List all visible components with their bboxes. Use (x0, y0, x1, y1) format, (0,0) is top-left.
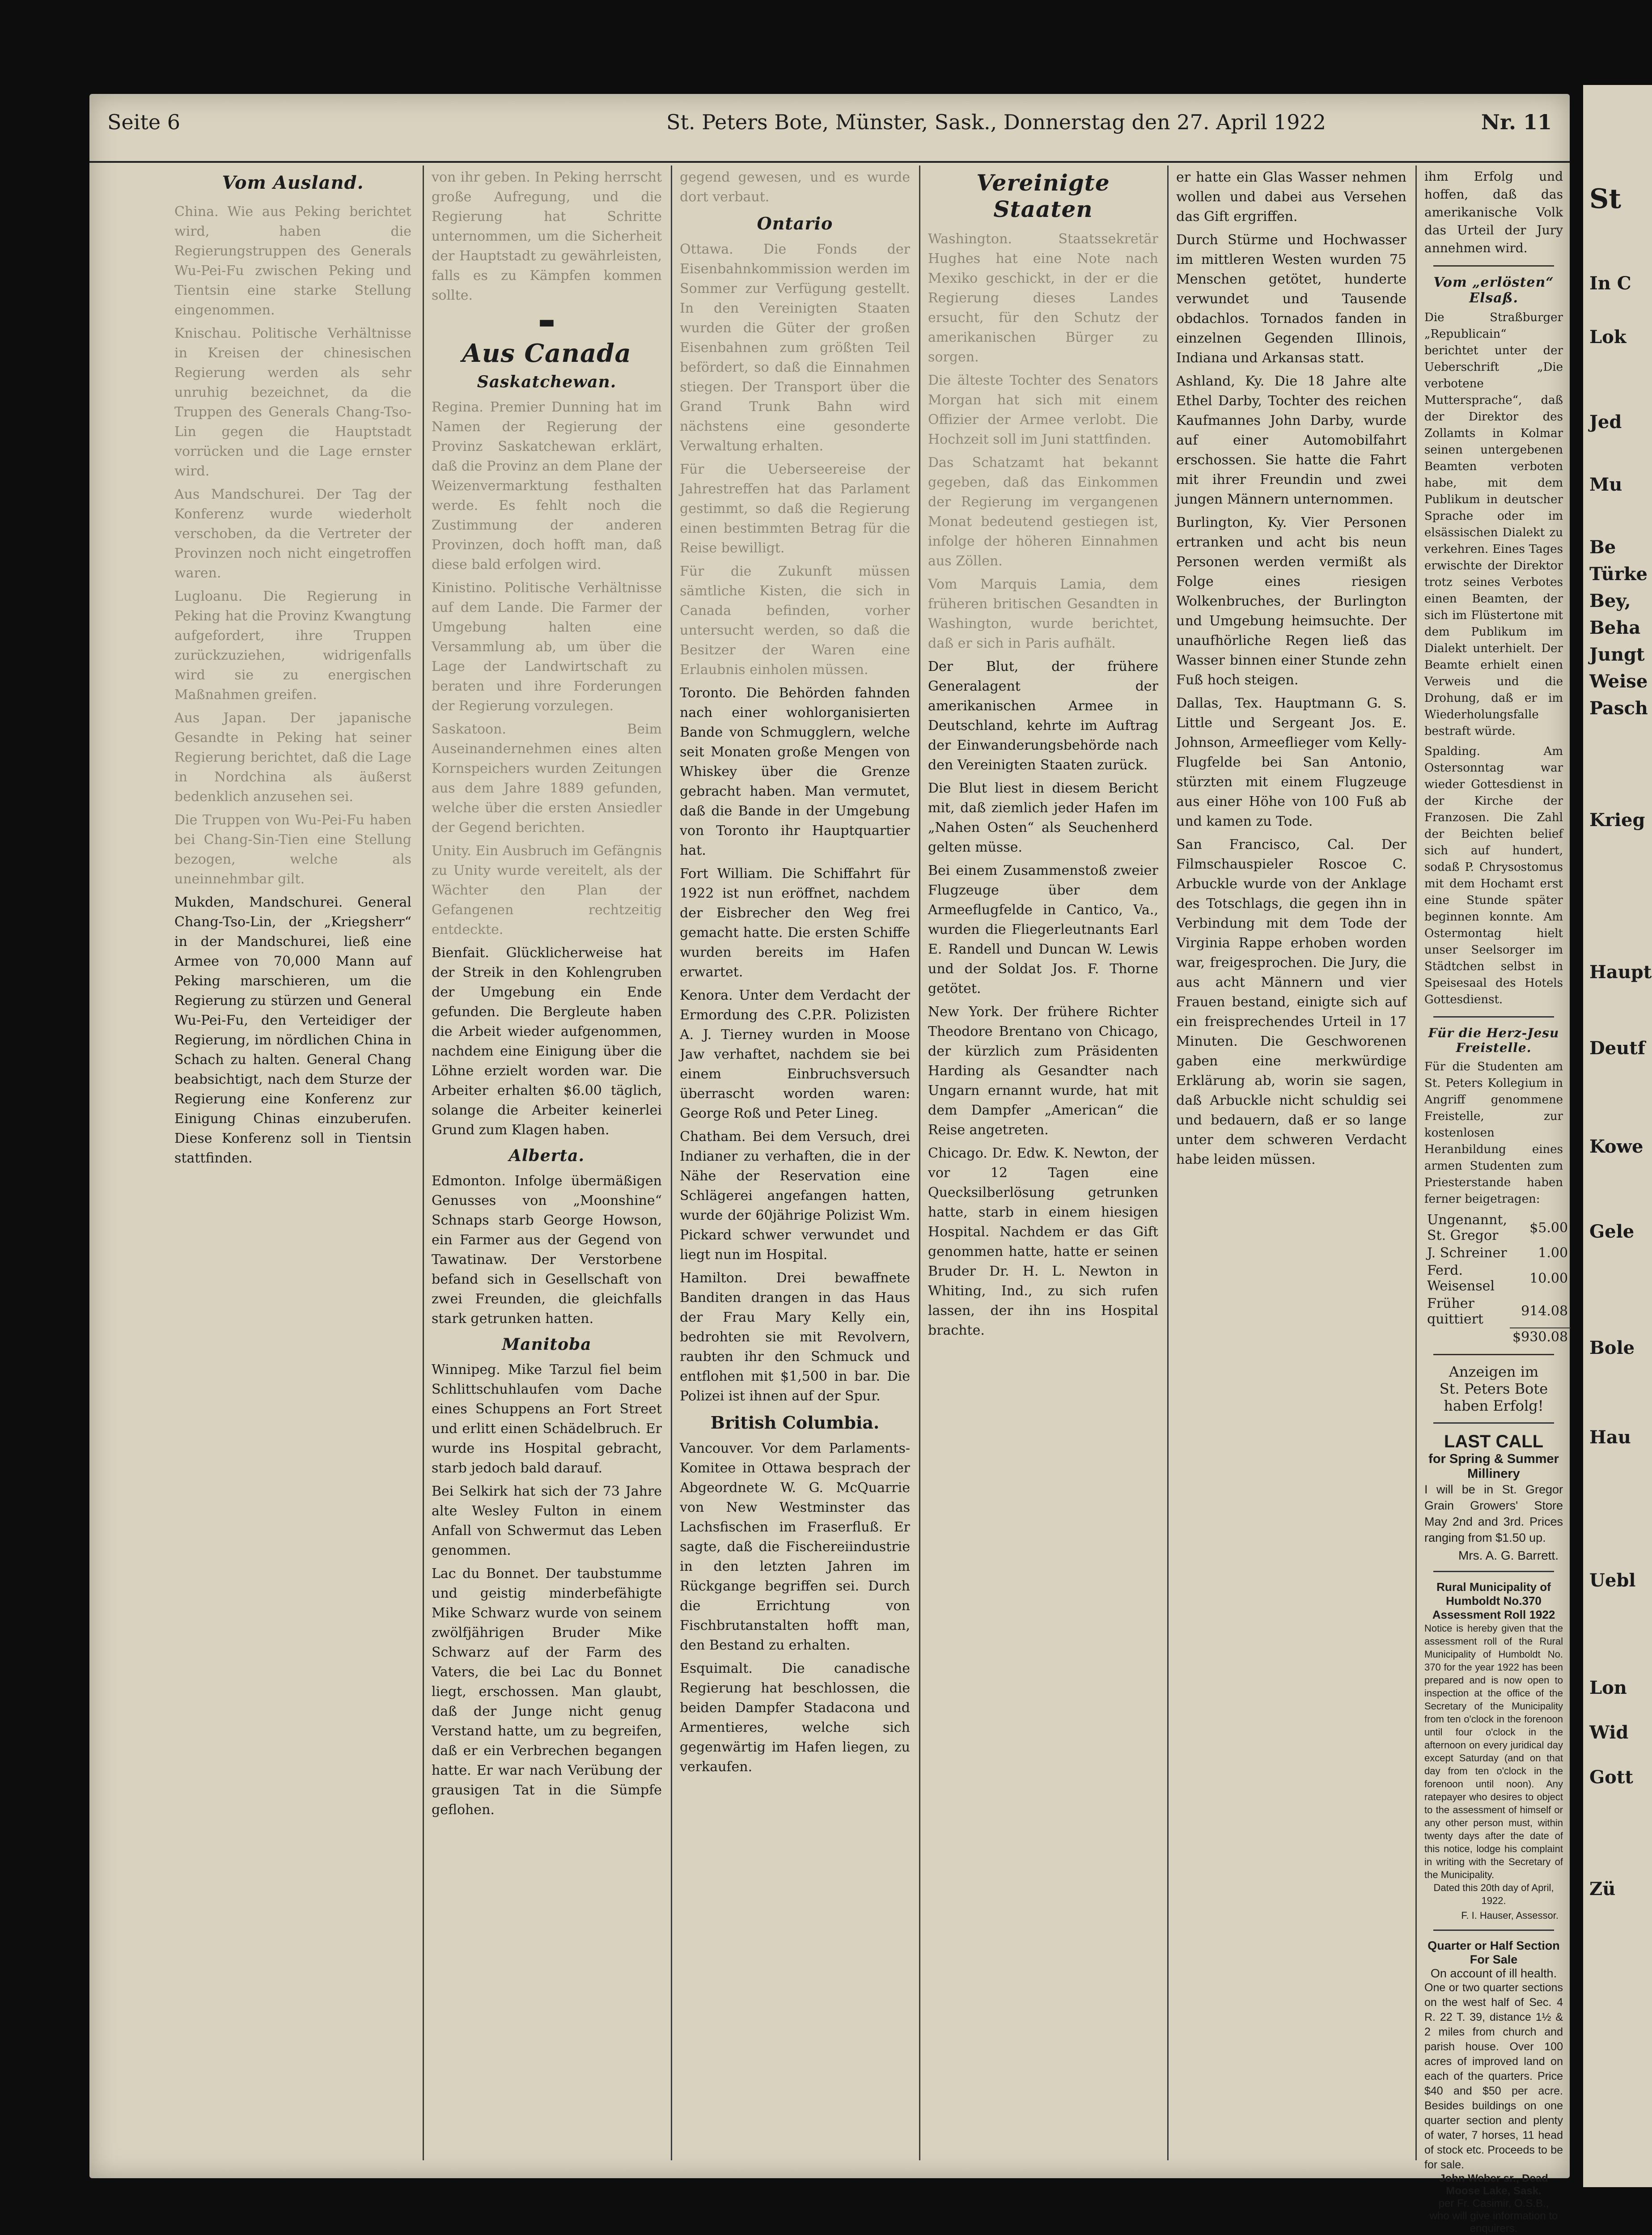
divider (1433, 265, 1554, 267)
fragment-text: Haupt (1589, 962, 1652, 983)
fragment-text: Gele (1589, 1221, 1635, 1242)
fragment-text: Beha (1589, 617, 1641, 638)
ad-date: Dated this 20th day of April, 1922. (1433, 1882, 1554, 1906)
fragment-text: Türke (1589, 564, 1648, 585)
issue-number: Nr. 11 (1481, 110, 1552, 134)
article-paragraph: Washington. Staatssekretär Hughes hat eine Note nach Mexiko geschickt, in der er die Regierung dieses Landes ersucht, für den Schutz der amerikanischen Bürger zu sorgen. (928, 231, 1158, 365)
masthead: St. Peters Bote, Münster, Sask., Donnerstag den 27. April 1922 (666, 110, 1326, 134)
subsection-heading: British Columbia. (710, 1412, 880, 1433)
article-paragraph: Burlington, Ky. Vier Personen ertranken und acht bis neun Personen werden vermißt als Folge eines riesigen Wolkenbruches, der Burlington und Umgebung heimsuchte. Der unaufhörliche Regen ließ das Wasser binnen einer Stunde zehn Fuß hoch steigen. (1176, 515, 1406, 688)
donor-amount: 1.00 (1538, 1245, 1568, 1261)
article-paragraph: Der Blut, der frühere Generalagent der amerikanischen Armee in Deutschland, kehrte im Auftrag der Einwanderungsbehörde nach den Vereinigten Staaten zurück. (928, 659, 1158, 773)
article-paragraph: Die Truppen von Wu-Pei-Fu haben bei Chang-Sin-Tien eine Stellung bezogen, welche als uneinnehmbar gilt. (174, 812, 411, 887)
article-paragraph: Bei Selkirk hat sich der 73 Jahre alte Wesley Fulton in einem Anfall von Schwermut das Leben genommen. (432, 1484, 662, 1558)
fragment-text: Lok (1589, 327, 1627, 348)
column-rule (919, 165, 920, 2160)
fragment-text: Bole (1589, 1337, 1635, 1358)
article-paragraph: Ashland, Ky. Die 18 Jahre alte Ethel Darby, Tochter des reichen Kaufmannes John Darby, wurde auf einer Automobilfahrt erschossen. Sie hatte die Fahrt mit ihrer Freundin und zwei jungen Männern unternommen. (1176, 373, 1406, 507)
fragment-text: Be (1589, 537, 1616, 558)
article-paragraph: Spalding. Am Ostersonntag war wieder Gottesdienst in der Kirche der Franzosen. Die Zahl der Beichten belief sich auf hundert, sodaß P. Chrysostomus mit dem Hochamt erst eine Stunde später beginnen konnte. Am Ostermontag hielt unser Seelsorger im Städtchen selbst in Speisesaal des Hotels Gottesdienst. (1424, 745, 1563, 1006)
article-paragraph: Aus Mandschurei. Der Tag der Konferenz wurde wiederholt verschoben, da die Vertreter der Provinzen noch nicht eingetroffen waren. (174, 487, 411, 581)
subsection-heading: Ontario (757, 213, 833, 233)
column-rule (423, 165, 424, 2160)
article-paragraph: von ihr geben. In Peking herrscht große Aufregung, und die Regierung hat Schritte unternommen, um die Sicherheit der Hauptstadt zu gewährleisten, falls es zu Kämpfen kommen sollte. (432, 170, 662, 303)
ad-anzeigen (1424, 1363, 1563, 1414)
ad-assessment-roll (1424, 1580, 1563, 1921)
fragment-text: Mu (1589, 474, 1622, 495)
section-heading: Vom Ausland. (222, 172, 364, 193)
fragment-text: Deutf (1589, 1038, 1645, 1059)
divider (1433, 1354, 1554, 1355)
article-paragraph: Vancouver. Vor dem Parlaments-Komitee in Ottawa besprach der Abgeordnete W. G. McQuarrie von New Westminster das Lachsfischen im Fraserfluß. Er sagte, daß die Fischereiindustrie in den letzten Jahren im Rückgange begriffen sei. Durch die Errichtung von Fischbrutanstalten hofft man, den Bestand zu erhalten. (680, 1441, 910, 1653)
article-paragraph: Regina. Premier Dunning hat im Namen der Regierung der Provinz Saskatchewan erklärt, daß die Provinz an dem Plane der Weizenvermarktung festhalten werde. Es fehlt noch die Zustimmung der anderen Provinzen, doch hofft man, daß diese bald erfolgen wird. (432, 399, 662, 573)
article-paragraph: Die Straßburger „Republicain“ berichtet unter der Ueberschrift „Die verbotene Muttersprache“, daß der Direktor des Zollamts in Kolmar seinen untergebenen Beamten verboten habe, mit dem Publikum in deutscher Sprache oder im elsässischen Dialekt zu verkehren. Eines Tages erwischte der Direktor trotz seines Verbotes einen Beamten, der sich im Flüstertone mit dem Publikum im Dialekt unterhielt. Der Beamte erhielt einen Verweis und die Drohung, daß er im Wiederholungsfalle bestraft würde. (1424, 311, 1563, 738)
ad-signature: Mrs. A. G. Barrett. (1458, 1548, 1559, 1562)
fragment-text: Gott (1589, 1767, 1633, 1788)
article-paragraph: Hamilton. Drei bewaffnete Banditen drangen in das Haus der Frau Mary Kelly ein, bedrohten sie mit Revolvern, raubten ihr den Schmuck und entflohen mit $1,500 in bar. Die Polizei ist ihnen auf der Spur. (680, 1270, 910, 1404)
article-paragraph: Durch Stürme und Hochwasser im mittleren Westen wurden 75 Menschen getötet, hunderte verwundet und Tausende obdachlos. Tornados fanden in einzelnen Gegenden Illinois, Indiana und Arkansas statt. (1176, 232, 1406, 366)
fragment-text: Kowe (1589, 1136, 1644, 1157)
subsection-heading: Vom „erlösten“ Elsaß. (1433, 275, 1554, 306)
article-paragraph: Knischau. Politische Verhältnisse in Kreisen der chinesischen Regierung werden als sehr unruhig bezeichnet, da die Truppen des Generals Chang-Tso-Lin gegen die Hauptstadt vorrücken und die Lage ernster wird. (174, 326, 411, 479)
ad-line: haben Erfolg! (1444, 1397, 1544, 1414)
table-row (1424, 1295, 1571, 1328)
ad-signature: F. I. Hauser, Assessor. (1461, 1910, 1559, 1921)
ad-body: Notice is hereby given that the assessment roll of the Rural Municipality of Humboldt No. 370 for the year 1922 has been prepared and is now open to inspection at the office of the Secretary of the Municipality from ten o'clock in the forenoon until four o'clock in the afternoon on every juridical day except Saturday (and on that day from ten o'clock in the forenoon until noon). Any ratepayer who desires to object to the assessment of himself or any other person must, within twenty days after the date of this notice, lodge his complaint in writing with the Secretary of the Municipality. (1424, 1623, 1563, 1880)
article-paragraph: Edmonton. Infolge übermäßigen Genusses von „Moonshine“ Schnaps starb George Howson, ein Farmer aus der Gegend von Tawatinaw. Der Verstorbene befand sich in Gesellschaft von zwei Freunden, die gleichfalls stark getrunken hatten. (432, 1173, 662, 1327)
article-paragraph: Dallas, Tex. Hauptmann G. S. Little und Sergeant Jos. E. Johnson, Armeeflieger vom Kelly-Flugfelde bei San Antonio, stürzten mit einem Flugzeuge aus einer Höhe von 100 Fuß ab und kamen zu Tode. (1176, 696, 1406, 829)
ad-title: Rural Municipality of Humboldt No.370 (1436, 1580, 1551, 1607)
article-paragraph: Winnipeg. Mike Tarzul fiel beim Schlittschuhlaufen vom Dache eines Schuppens an Fort Street und erlitt einen Schädelbruch. Er wurde ins Hospital gebracht, starb jedoch bald darauf. (432, 1362, 662, 1476)
fragment-text: In C (1589, 273, 1631, 294)
ad-body: I will be in St. Gregor Grain Growers' Store May 2nd and 3rd. Prices ranging from $1.50 up. (1424, 1483, 1563, 1544)
ad-subtitle: On account of ill health. (1430, 1967, 1557, 1980)
ad-land-for-sale (1424, 1939, 1563, 2235)
table-row (1424, 1211, 1571, 1244)
article-paragraph: Für die Studenten am St. Peters Kollegium in Angriff genommene Freistelle, zur kostenlosen Heranbildung eines armen Studenten zum Priesterstande haben ferner beigetragen: (1424, 1060, 1563, 1206)
divider (1433, 1016, 1554, 1018)
ad-body: One or two quarter sections on the west half of Sec. 4 R. 22 T. 39, distance 1½ & 2 miles from church and parish house. Over 100 acres of improved land on each of the quarters. Price $40 and $50 per acre. Besides buildings on one quarter section and plenty of water, 7 horses, 11 head of stock etc. Proceeds to be for sale. (1424, 1981, 1563, 2171)
column-rule (671, 165, 672, 2160)
article-paragraph: Lugloanu. Die Regierung in Peking hat die Provinz Kwangtung aufgefordert, ihre Truppen zurückzuziehen, widrigenfalls wird sie zu energischen Maßnahmen greifen. (174, 589, 411, 703)
article-paragraph: New York. Der frühere Richter Theodore Brentano von Chicago, der kürzlich zum Präsidenten Harding als Gesandter nach Ungarn ernannt wurde, hat mit dem Dampfer „American“ die Reise angetreten. (928, 1004, 1158, 1138)
fragment-text: Pasch (1589, 698, 1648, 719)
article-paragraph: Chatham. Bei dem Versuch, drei Indianer zu verhaften, die in der Nähe der Reservation eine Schlägerei angefangen hatten, wurde der 60jährige Polizist Wm. Pickard schwer verwundet und liegt nun im Hospital. (680, 1129, 910, 1263)
donor-name: Früher quittiert (1427, 1296, 1483, 1327)
article-paragraph: China. Wie aus Peking berichtet wird, haben die Regierungstruppen des Generals Wu-Pei-Fu zwischen Peking und Tientsin eine starke Stellung eingenommen. (174, 204, 411, 318)
article-paragraph: Für die Zukunft müssen sämtliche Kisten, die sich in Canada befinden, vorher untersucht werden, so daß die Besitzer der Waren eine Erlaubnis einholen müssen. (680, 564, 910, 678)
column-3 (680, 168, 910, 2160)
newspaper-page (89, 94, 1570, 2235)
ad-contact: John Weber sr., Dead Moose Lake, Sask. (1439, 2172, 1548, 2197)
article-paragraph: Bienfait. Glücklicherweise hat der Streik in den Kohlengruben der Umgebung ein Ende gefunden. Die Bergleute haben die Arbeit wieder aufgenommen, nachdem eine Einigung über die Löhne erzielt worden war. Die Arbeiter erhalten $6.00 täglich, solange die Arbeiter keinerlei Grund zum Klagen haben. (432, 945, 662, 1138)
page-header (89, 94, 1570, 163)
ad-title: Quarter or Half Section For Sale (1427, 1939, 1560, 1966)
ad-line: St. Peters Bote (1439, 1380, 1548, 1397)
divider (1433, 1930, 1554, 1931)
divider (1433, 1422, 1554, 1424)
donor-amount: 914.08 (1521, 1303, 1568, 1319)
fragment-text: Krieg (1589, 810, 1645, 831)
donor-amount: 10.00 (1529, 1270, 1568, 1286)
article-paragraph: Toronto. Die Behörden fahnden nach einer wohlorganisierten Bande von Schmugglern, welche seit Monaten große Mengen von Whiskey über die Grenze gebracht haben. Man vermutet, daß die Bande in der Umgebung von Toronto ihr Hauptquartier hat. (680, 685, 910, 858)
article-paragraph: Chicago. Dr. Edw. K. Newton, der vor 12 Tagen eine Quecksilberlösung getrunken hatte, starb in einem hiesigen Hospital. Nachdem er das Gift genommen hatte, hatte er seinen Bruder Dr. H. L. Newton in Whiting, Ind., zu sich rufen lassen, der ihn ins Hospital brachte. (928, 1145, 1158, 1338)
subsection-heading: Saskatchewan. (477, 373, 617, 391)
ad-line: Anzeigen im (1449, 1363, 1539, 1380)
article-paragraph: Die älteste Tochter des Senators Morgan hat sich mit einem Offizier der Armee verlobt. Die Hochzeit soll im Juni stattfinden. (928, 373, 1158, 447)
article-paragraph: Mukden, Mandschurei. General Chang-Tso-Lin, der „Kriegsherr“ in der Mandschurei, ließ eine Armee von 70,000 Mann auf Peking marschieren, um die Regierung zu stürzen und General Wu-Pei-Fu, den Verteidiger der Regierung, im nördlichen China in Schach zu halten. General Chang beabsichtigt, nach dem Sturze der Regierung eine Konferenz zur Einigung Chinas einzuberufen. Diese Konferenz soll in Tientsin stattfinden. (174, 895, 411, 1166)
ad-subtitle: for Spring & Summer Millinery (1428, 1452, 1559, 1481)
column-5 (1176, 168, 1406, 2160)
ornament-divider: ▬ (538, 312, 555, 332)
fragment-text: St (1589, 183, 1622, 215)
article-paragraph: Das Schatzamt hat bekannt gegeben, daß das Einkommen der Regierung im vergangenen Monat bedeutend gestiegen ist, infolge der höheren Einnahmen aus Zöllen. (928, 455, 1158, 569)
table-row (1424, 1244, 1571, 1262)
ad-millinery (1424, 1432, 1563, 1563)
table-row (1424, 1328, 1571, 1346)
donor-name: J. Schreiner (1427, 1245, 1507, 1261)
fragment-text: Zü (1589, 1879, 1616, 1900)
ad-contact: who will give information to enquirers. (1429, 2210, 1558, 2235)
column-4 (928, 168, 1158, 2160)
page-label: Seite 6 (107, 110, 181, 134)
fragment-text: Bey, (1589, 590, 1631, 611)
subsection-heading: Manitoba (502, 1335, 592, 1354)
subsection-heading: Für die Herz-Jesu Freistelle. (1428, 1026, 1559, 1055)
article-paragraph: Aus Japan. Der japanische Gesandte in Peking hat seiner Regierung berichtet, daß die Lage in Nordchina als äußerst bedenklich anzusehen sei. (174, 710, 411, 805)
article-paragraph: gegend gewesen, und es wurde dort verbaut. (680, 170, 910, 205)
column-1 (174, 168, 411, 2160)
column-2 (432, 168, 662, 2160)
article-paragraph: Bei einem Zusammenstoß zweier Flugzeuge über dem Armeeflugfelde in Cantico, Va., wurden die Fliegerleutnants Earl E. Randell und Duncan W. Lewis und der Soldat Jos. F. Thorne getötet. (928, 863, 1158, 997)
article-paragraph: er hatte ein Glas Wasser nehmen wollen und dabei aus Versehen das Gift ergriffen. (1176, 170, 1406, 225)
article-paragraph: Esquimalt. Die canadische Regierung hat beschlossen, die beiden Dampfer Stadacona und Armentieres, welche sich gegenwärtig im Hafen liegen, zu verkaufen. (680, 1661, 910, 1775)
ad-contact: per Fr. Casimir, O.S.B., (1438, 2197, 1549, 2210)
section-heading: Vereinigte Staaten (976, 170, 1110, 222)
donor-amount: $5.00 (1529, 1220, 1568, 1236)
article-paragraph: Fort William. Die Schiffahrt für 1922 ist nun eröffnet, nachdem der Eisbrecher den Weg frei gemacht hatte. Die ersten Schiffe wurden bereits im Hafen erwartet. (680, 866, 910, 980)
fragment-text: Jed (1589, 411, 1622, 433)
article-paragraph: Lac du Bonnet. Der taubstumme und geistig minderbefähigte Mike Schwarz wurde von seinem zwölfjährigen Bruder Mike Schwarz auf der Farm des Vaters, die bei Lac du Bonnet liegt, erschossen. Man glaubt, daß der Junge nicht genug Verstand hatte, um zu begreifen, daß er ein Verbrechen begangen hatte. Er war nach Verübung der grausigen Tat in die Sümpfe geflohen. (432, 1566, 662, 1818)
article-paragraph: Ottawa. Die Fonds der Eisenbahnkommission werden im Sommer zur Verfügung gestellt. In den Vereinigten Staaten wurden die Güter der großen Eisenbahnen zum größten Teil befördert, so daß die Einnahmen stiegen. Der Transport über die Grand Trunk Bahn wird nächstens eine gesonderte Verwaltung erhalten. (680, 242, 910, 454)
article-paragraph: Saskatoon. Beim Auseinandernehmen eines alten Kornspeichers wurden Zeitungen aus dem Jahre 1889 gefunden, welche über die ersten Ansiedler der Gegend berichten. (432, 721, 662, 835)
fragment-text: Lon (1589, 1677, 1627, 1698)
fragment-text: Weise (1589, 671, 1648, 692)
article-paragraph: ihm Erfolg und hoffen, daß das amerikanische Volk das Urteil der Jury annehmen wird. (1424, 169, 1563, 255)
donor-table (1424, 1211, 1571, 1346)
fragment-text: Jungt (1589, 644, 1645, 665)
table-row (1424, 1262, 1571, 1295)
section-heading: Aus Canada (462, 339, 631, 368)
article-paragraph: Kinistino. Politische Verhältnisse auf dem Lande. Die Farmer der Umgebung halten eine Versammlung ab, um über die Lage der Landwirtschaft zu beraten und ihre Forderungen der Regierung vorzulegen. (432, 580, 662, 714)
divider (1433, 1571, 1554, 1572)
donor-total: $930.08 (1510, 1328, 1571, 1346)
article-paragraph: Kenora. Unter dem Verdacht der Ermordung des C.P.R. Polizisten A. J. Tierney wurden in Moose Jaw verhaftet, nachdem sie bei einem Einbruchsversuch überrascht worden waren: George Roß und Peter Lineg. (680, 988, 910, 1121)
article-paragraph: Die Blut liest in diesem Bericht mit, daß ziemlich jeder Hafen im „Nahen Osten“ als Seuchenherd gelten müsse. (928, 780, 1158, 855)
column-6 (1424, 168, 1568, 2235)
article-paragraph: San Francisco, Cal. Der Filmschauspieler Roscoe C. Arbuckle wurde von der Anklage des Totschlags, die gegen ihn in Verbindung mit dem Tode der Virginia Rappe erhoben worden war, freigesprochen. Die Jury, die aus acht Männern und vier Frauen bestand, einigte sich auf ein freisprechendes Urteil in 17 Minuten. Die Geschworenen gaben eine merkwürdige Erklärung ab, worin sie sagen, daß Arbuckle nicht schuldig sei und bedauern, daß er so lange unter dem schweren Verdacht habe leiden müssen. (1176, 837, 1406, 1167)
fragment-text: Uebl (1589, 1570, 1636, 1591)
column-rule (1415, 165, 1417, 2160)
fragment-text: Hau (1589, 1427, 1631, 1448)
subsection-heading: Alberta. (508, 1146, 585, 1165)
donor-name: Ferd. Weisensel (1427, 1263, 1495, 1294)
donor-name: Ungenannt, St. Gregor (1427, 1212, 1508, 1243)
adjacent-page-edge (1583, 85, 1652, 2187)
article-paragraph: Vom Marquis Lamia, dem früheren britischen Gesandten in Washington, wurde berichtet, daß er sich in Paris aufhält. (928, 577, 1158, 651)
fragment-text: Wid (1589, 1722, 1629, 1743)
ad-title: LAST CALL (1444, 1432, 1544, 1451)
ad-subtitle: Assessment Roll 1922 (1432, 1608, 1555, 1621)
column-rule (1167, 165, 1169, 2160)
article-paragraph: Für die Ueberseereise der Jahrestreffen hat das Parlament gestimmt, so daß die Regierung einen bestimmten Betrag für die Reise bewilligt. (680, 462, 910, 556)
article-paragraph: Unity. Ein Ausbruch im Gefängnis zu Unity wurde vereitelt, als der Wächter den Plan der Gefangenen rechtzeitig entdeckte. (432, 843, 662, 937)
